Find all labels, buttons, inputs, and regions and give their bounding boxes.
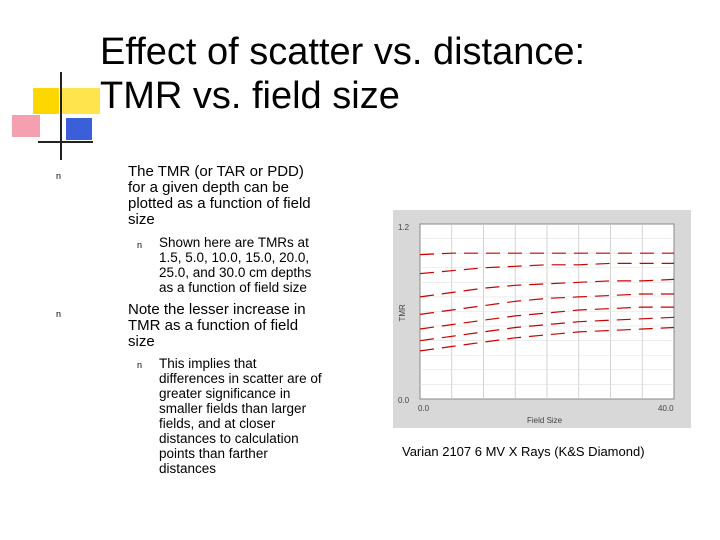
decor-pink-square (12, 115, 40, 137)
y-axis-label: TMR (398, 304, 407, 322)
title-line-2: TMR vs. field size (100, 75, 400, 117)
tmr-chart (393, 210, 691, 428)
y-tick-label-bottom: 0.0 (398, 396, 410, 405)
bullet-marker-3: n (56, 309, 62, 319)
x-tick-label-right: 40.0 (658, 404, 674, 413)
chart-container (393, 210, 691, 428)
bullet-marker-4: n (137, 360, 143, 370)
chart-caption: Varian 2107 6 MV X Rays (K&S Diamond) (402, 444, 645, 459)
decor-blue-square (66, 118, 92, 140)
bullet-marker-2: n (137, 240, 143, 250)
x-axis-label: Field Size (527, 416, 563, 425)
decor-yellow-square-2 (62, 88, 100, 114)
bullet-4: This implies that differences in scatter are of greater significance in smaller fields than larger fields, and at closer distances to calculation points than farther distances (159, 356, 322, 476)
x-tick-label-left: 0.0 (418, 404, 430, 413)
bullet-marker-1: n (56, 171, 62, 181)
decor-yellow-square (33, 88, 59, 114)
slide-title (100, 30, 700, 118)
y-tick-label-top: 1.2 (398, 223, 410, 232)
decor-vertical-line (60, 72, 62, 160)
title-line-1: Effect of scatter vs. distance: (100, 31, 586, 73)
bullet-3: Note the lesser increase in TMR as a function of field size (128, 301, 306, 350)
bullet-1: The TMR (or TAR or PDD) for a given depth can be plotted as a function of field size (128, 163, 311, 228)
decor-horizontal-line (38, 141, 93, 143)
bullet-2: Shown here are TMRs at 1.5, 5.0, 10.0, 15.0, 20.0, 25.0, and 30.0 cm depths as a function of field size (159, 235, 312, 295)
